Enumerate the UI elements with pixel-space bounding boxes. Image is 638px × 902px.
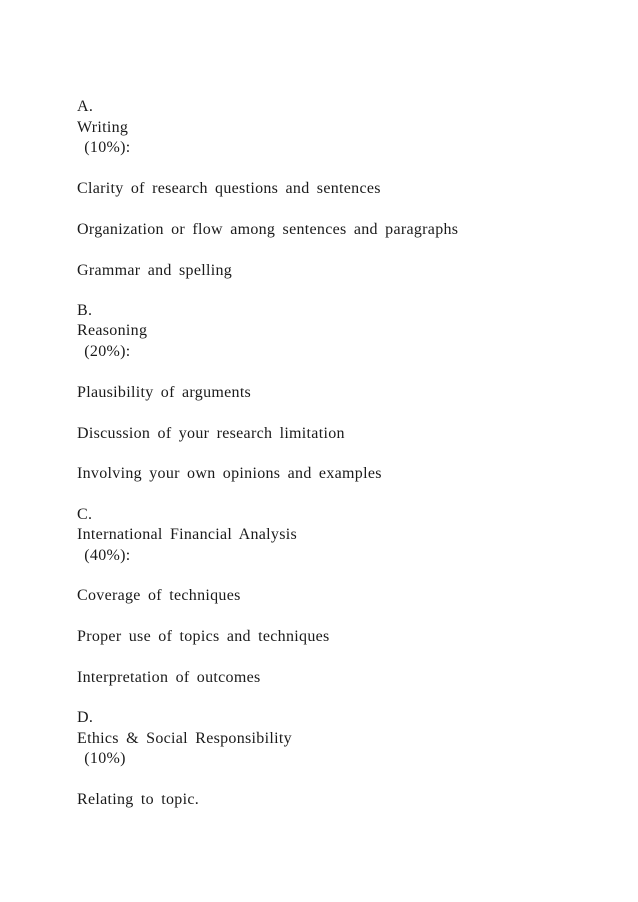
section-d-weight: (10%) xyxy=(77,750,126,767)
section-b-letter: B. xyxy=(77,302,93,319)
section-c-title: International Financial Analysis xyxy=(77,526,297,543)
section-b-title: Reasoning xyxy=(77,322,148,339)
section-a-weight: (10%): xyxy=(77,139,131,156)
section-b-item: Plausibility of arguments xyxy=(77,384,252,401)
section-b-item: Discussion of your research limitation xyxy=(77,425,345,442)
section-c-weight: (40%): xyxy=(77,547,131,564)
section-c-item: Proper use of topics and techniques xyxy=(77,628,330,645)
section-b-weight: (20%): xyxy=(77,343,131,360)
section-d-item: Relating to topic. xyxy=(77,791,200,808)
section-d-letter: D. xyxy=(77,709,94,726)
section-b-item: Involving your own opinions and examples xyxy=(77,465,382,482)
section-a-letter: A. xyxy=(77,98,94,115)
section-a-item: Clarity of research questions and sentences xyxy=(77,180,381,197)
section-a-item: Organization or flow among sentences and paragraphs xyxy=(77,221,459,238)
section-c-item: Interpretation of outcomes xyxy=(77,669,261,686)
section-a-item: Grammar and spelling xyxy=(77,262,233,279)
section-a-title: Writing xyxy=(77,119,129,136)
section-d-title: Ethics & Social Responsibility xyxy=(77,730,292,747)
section-c-letter: C. xyxy=(77,506,93,523)
section-c-item: Coverage of techniques xyxy=(77,587,241,604)
